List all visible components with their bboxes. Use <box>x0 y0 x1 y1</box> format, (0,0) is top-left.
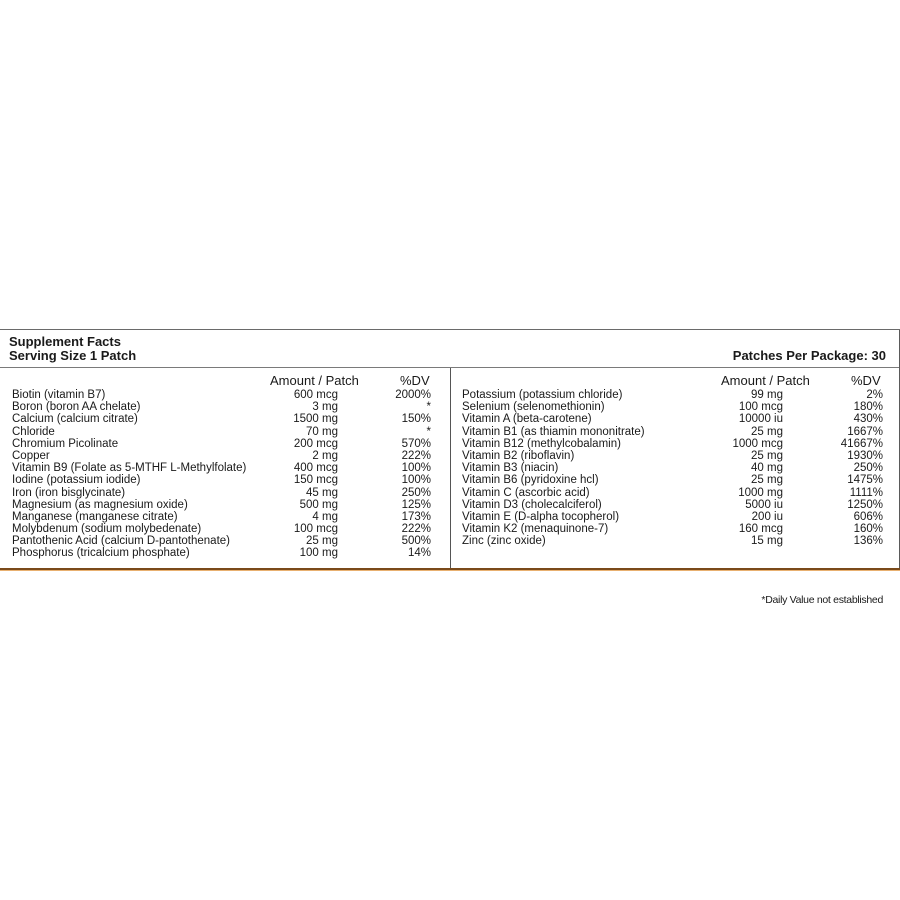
nutrient-dv: * <box>426 401 431 414</box>
nutrient-dv: 1667% <box>847 425 883 438</box>
nutrient-row <box>451 413 900 425</box>
facts-title: Supplement Facts <box>9 334 121 349</box>
nutrient-amount: 1500 mg <box>293 413 338 426</box>
nutrient-row <box>0 511 450 523</box>
nutrient-row <box>451 474 900 486</box>
nutrient-name: Vitamin B2 (riboflavin) <box>462 449 575 462</box>
nutrient-row <box>451 438 900 450</box>
nutrient-dv: 14% <box>407 547 431 560</box>
nutrient-amount: 160 mcg <box>738 523 783 536</box>
nutrient-dv: 136% <box>853 535 883 548</box>
nutrient-dv: 222% <box>401 449 431 462</box>
nutrient-row <box>0 487 450 499</box>
nutrient-amount: 3 mg <box>312 401 338 414</box>
nutrient-amount: 600 mcg <box>293 389 338 401</box>
nutrient-amount: 25 mg <box>751 425 783 438</box>
nutrient-row <box>0 450 450 462</box>
supplement-facts-panel <box>0 329 900 606</box>
nutrient-amount: 2 mg <box>312 449 338 462</box>
nutrient-amount: 150 mcg <box>293 474 338 487</box>
nutrient-dv: 180% <box>853 401 883 414</box>
nutrient-dv: 1111% <box>849 486 883 499</box>
nutrient-amount: 1000 mcg <box>732 437 783 450</box>
nutrient-dv: 2% <box>866 389 883 401</box>
nutrient-name: Chloride <box>12 425 55 438</box>
bottom-bar-highlight <box>0 570 900 571</box>
nutrient-dv: 1475% <box>847 474 883 487</box>
nutrient-dv: 125% <box>401 498 431 511</box>
nutrient-name: Vitamin E (D-alpha tocopherol) <box>462 510 620 523</box>
right-nutrient-table <box>451 372 900 606</box>
nutrient-row <box>451 389 900 401</box>
nutrient-name: Iodine (potassium iodide) <box>12 474 141 487</box>
nutrient-dv: 430% <box>853 413 883 426</box>
nutrient-amount: 25 mg <box>306 535 338 548</box>
nutrient-amount: 10000 iu <box>738 413 783 426</box>
nutrient-name: Potassium (potassium chloride) <box>462 389 623 401</box>
nutrient-row <box>0 547 450 559</box>
nutrient-amount: 4 mg <box>312 510 338 523</box>
nutrient-row <box>0 462 450 474</box>
amount-header: Amount / Patch <box>270 373 359 388</box>
nutrient-name: Phosphorus (tricalcium phosphate) <box>12 547 190 560</box>
nutrient-name: Pantothenic Acid (calcium D-pantothenate) <box>12 535 230 548</box>
nutrient-amount: 500 mg <box>299 498 338 511</box>
nutrient-name: Vitamin B1 (as thiamin mononitrate) <box>462 425 645 438</box>
nutrient-dv: 100% <box>401 474 431 487</box>
nutrient-amount: 70 mg <box>306 425 338 438</box>
nutrient-row <box>0 401 450 413</box>
nutrient-row <box>0 535 450 547</box>
nutrient-amount: 100 mcg <box>293 523 338 536</box>
left-nutrient-table <box>0 372 450 560</box>
nutrient-dv: 250% <box>853 462 883 475</box>
nutrient-dv: 1250% <box>847 498 883 511</box>
amount-header: Amount / Patch <box>721 373 810 388</box>
nutrient-amount: 200 iu <box>751 510 783 523</box>
nutrient-name: Vitamin K2 (menaquinone-7) <box>462 523 609 536</box>
nutrient-name: Vitamin D3 (cholecalciferol) <box>462 498 602 511</box>
nutrient-row <box>451 462 900 474</box>
nutrient-name: Copper <box>12 449 50 462</box>
nutrient-amount: 100 mcg <box>738 401 783 414</box>
nutrient-dv: 2000% <box>395 389 431 401</box>
nutrient-name: Calcium (calcium citrate) <box>12 413 138 426</box>
nutrient-amount: 400 mcg <box>293 462 338 475</box>
dv-header: %DV <box>400 373 430 388</box>
facts-header <box>0 330 900 366</box>
nutrient-dv: 222% <box>401 523 431 536</box>
nutrient-row <box>451 450 900 462</box>
nutrient-amount: 200 mcg <box>293 437 338 450</box>
nutrient-amount: 40 mg <box>751 462 783 475</box>
nutrient-name: Vitamin C (ascorbic acid) <box>462 486 590 499</box>
nutrient-amount: 45 mg <box>306 486 338 499</box>
nutrient-dv: 41667% <box>840 437 883 450</box>
nutrient-amount: 99 mg <box>751 389 783 401</box>
nutrient-dv: 250% <box>401 486 431 499</box>
nutrient-row <box>451 401 900 413</box>
nutrient-dv: * <box>426 425 431 438</box>
right-column-headers <box>451 372 900 389</box>
nutrient-name: Magnesium (as magnesium oxide) <box>12 498 188 511</box>
nutrient-name: Chromium Picolinate <box>12 437 119 450</box>
nutrient-name: Vitamin A (beta-carotene) <box>462 413 592 426</box>
nutrient-name: Selenium (selenomethionin) <box>462 401 605 414</box>
nutrient-row <box>451 499 900 511</box>
nutrient-name: Zinc (zinc oxide) <box>462 535 546 548</box>
nutrient-name: Molybdenum (sodium molybedenate) <box>12 523 202 536</box>
nutrient-amount: 15 mg <box>751 535 783 548</box>
nutrient-row <box>451 511 900 523</box>
nutrient-name: Vitamin B9 (Folate as 5-MTHF L-Methylfolate) <box>12 462 247 475</box>
nutrient-dv: 500% <box>401 535 431 548</box>
nutrient-dv: 606% <box>853 510 883 523</box>
footnote: *Daily Value not established <box>761 594 883 606</box>
nutrient-dv: 1930% <box>847 449 883 462</box>
nutrient-amount: 5000 iu <box>745 498 783 511</box>
nutrient-dv: 160% <box>853 523 883 536</box>
nutrient-amount: 25 mg <box>751 449 783 462</box>
left-column-headers <box>0 372 450 389</box>
nutrient-name: Vitamin B6 (pyridoxine hcl) <box>462 474 599 487</box>
nutrient-amount: 1000 mg <box>738 486 783 499</box>
nutrient-row <box>451 487 900 499</box>
nutrient-amount: 100 mg <box>299 547 338 560</box>
nutrient-row <box>0 426 450 438</box>
nutrient-name: Biotin (vitamin B7) <box>12 389 106 401</box>
dv-header: %DV <box>851 373 881 388</box>
nutrient-dv: 570% <box>401 437 431 450</box>
nutrient-row <box>451 426 900 438</box>
nutrient-name: Boron (boron AA chelate) <box>12 401 141 414</box>
nutrient-dv: 100% <box>401 462 431 475</box>
nutrient-dv: 150% <box>401 413 431 426</box>
nutrient-row <box>0 474 450 486</box>
nutrient-amount: 25 mg <box>751 474 783 487</box>
serving-size: Serving Size 1 Patch <box>9 348 137 363</box>
nutrient-row <box>0 499 450 511</box>
nutrient-name: Manganese (manganese citrate) <box>12 510 178 523</box>
nutrient-row <box>0 413 450 425</box>
patches-per-package: Patches Per Package: 30 <box>732 348 886 363</box>
nutrient-name: Iron (iron bisglycinate) <box>12 486 126 499</box>
nutrient-row <box>451 535 900 547</box>
nutrient-row <box>0 438 450 450</box>
nutrient-row <box>0 389 450 401</box>
nutrient-name: Vitamin B3 (niacin) <box>462 462 559 475</box>
nutrient-name: Vitamin B12 (methylcobalamin) <box>462 437 621 450</box>
nutrient-row <box>451 523 900 535</box>
nutrient-dv: 173% <box>401 510 431 523</box>
nutrient-row <box>0 523 450 535</box>
